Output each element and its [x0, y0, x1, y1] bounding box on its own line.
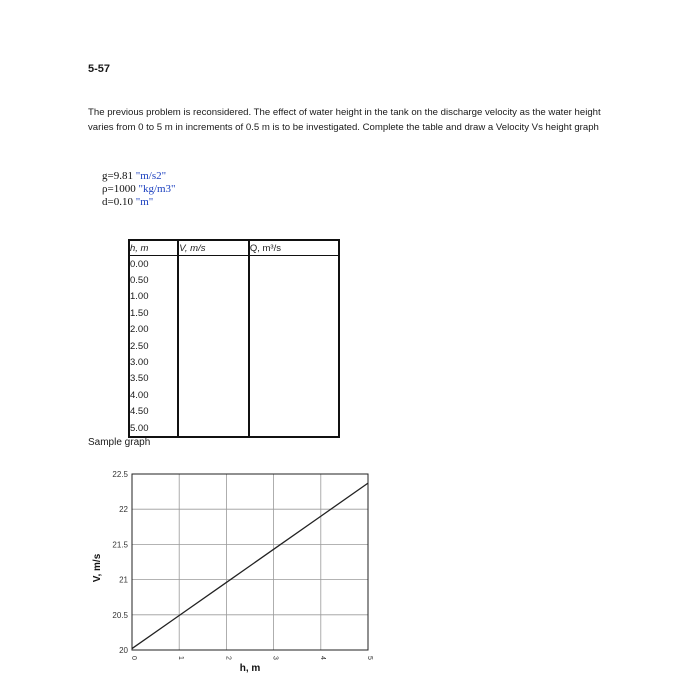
- table-row: [129, 272, 339, 288]
- y-tick-label: 20.5: [112, 610, 128, 620]
- header-h-label: h, m: [130, 242, 149, 254]
- equation-g: [102, 170, 176, 183]
- q-cell[interactable]: [249, 354, 339, 370]
- table-row: [129, 404, 339, 420]
- v-cell[interactable]: [178, 354, 249, 370]
- v-cell[interactable]: [178, 387, 249, 403]
- x-tick-label: 3: [271, 656, 279, 660]
- y-tick-label: 21: [119, 575, 128, 585]
- x-tick-label: 0: [130, 656, 137, 660]
- table-row: [129, 338, 339, 354]
- x-tick-label: 2: [224, 656, 232, 660]
- h-cell: 3.50: [129, 371, 178, 387]
- table-row: [129, 354, 339, 370]
- x-tick-label: 4: [318, 656, 326, 660]
- v-cell[interactable]: [178, 404, 249, 420]
- table-header-row: [129, 240, 339, 256]
- equation-d-lhs: d=0.10: [102, 196, 136, 208]
- q-cell[interactable]: [249, 420, 339, 437]
- header-v: [178, 240, 249, 256]
- q-cell[interactable]: [249, 272, 339, 288]
- h-cell: 2.50: [129, 338, 178, 354]
- y-axis-label: V, m/s: [92, 553, 103, 583]
- h-cell: 2.00: [129, 322, 178, 338]
- q-cell[interactable]: [249, 387, 339, 403]
- h-cell: 5.00: [129, 420, 178, 437]
- problem-statement: The previous problem is reconsidered. The effect of water height in the tank on the discharge velocity as the water height varies from 0 to 5 m in increments of 0.5 m is to be investigated. Complete the table and draw a Velocity Vs height graph: [88, 107, 601, 133]
- x-tick-label: 5: [366, 656, 373, 660]
- y-tick-label: 22.5: [112, 470, 128, 479]
- h-cell: 1.00: [129, 289, 178, 305]
- h-cell: 4.50: [129, 404, 178, 420]
- q-cell[interactable]: [249, 305, 339, 321]
- y-tick-label: 21.5: [112, 540, 128, 550]
- equation-rho-unit: "kg/m3": [138, 183, 176, 195]
- v-cell[interactable]: [178, 322, 249, 338]
- v-cell[interactable]: [178, 420, 249, 437]
- y-tick-label: 20: [119, 646, 128, 655]
- sample-graph-label: Sample graph: [88, 437, 151, 448]
- y-tick-label: 22: [119, 505, 128, 515]
- table-row: [129, 322, 339, 338]
- equation-rho: [102, 183, 176, 196]
- table-row: [129, 305, 339, 321]
- q-cell[interactable]: [249, 289, 339, 305]
- q-cell[interactable]: [249, 371, 339, 387]
- v-cell[interactable]: [178, 338, 249, 354]
- h-cell: 3.00: [129, 354, 178, 370]
- v-cell[interactable]: [178, 272, 249, 288]
- q-cell[interactable]: [249, 338, 339, 354]
- table-row: [129, 420, 339, 437]
- h-cell: 0.00: [129, 256, 178, 273]
- data-table: [128, 239, 340, 438]
- table-row: [129, 289, 339, 305]
- x-tick-label: 1: [177, 656, 185, 660]
- equation-d-unit: "m": [135, 196, 154, 208]
- table-row: [129, 256, 339, 273]
- equation-g-unit: "m/s2": [135, 170, 167, 182]
- series-line-velocity: [132, 483, 368, 648]
- equation-d: [102, 196, 176, 209]
- equation-rho-lhs: ρ=1000: [102, 183, 139, 195]
- velocity-height-chart: [84, 462, 384, 677]
- header-v-label: V, m/s: [179, 242, 206, 254]
- v-cell[interactable]: [178, 371, 249, 387]
- q-cell[interactable]: [249, 256, 339, 273]
- q-cell[interactable]: [249, 404, 339, 420]
- problem-number: 5-57: [88, 63, 111, 75]
- h-cell: 1.50: [129, 305, 178, 321]
- header-q-label: Q, m³/s: [249, 242, 281, 254]
- table-row: [129, 371, 339, 387]
- q-cell[interactable]: [249, 322, 339, 338]
- h-cell: 0.50: [129, 272, 178, 288]
- x-axis-label: h, m: [239, 663, 261, 674]
- v-cell[interactable]: [178, 256, 249, 273]
- h-cell: 4.00: [129, 387, 178, 403]
- table-row: [129, 387, 339, 403]
- equation-g-lhs: g=9.81: [102, 170, 136, 182]
- given-equations: [102, 170, 176, 209]
- v-cell[interactable]: [178, 305, 249, 321]
- v-cell[interactable]: [178, 289, 249, 305]
- header-h: [129, 240, 178, 256]
- header-q: [249, 240, 339, 256]
